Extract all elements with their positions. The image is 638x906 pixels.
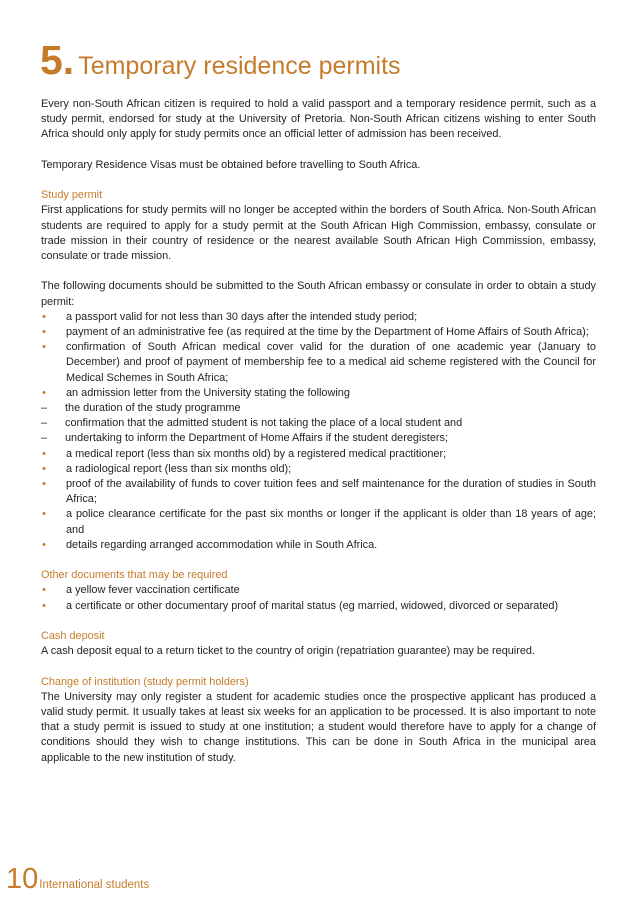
admission-letter-sublist (41, 401, 596, 447)
section-number: 5. (40, 37, 75, 83)
list-item: • a certificate or other documentary proof of marital status (eg married, widowed, divorced or separated) (41, 599, 596, 614)
section-title: Temporary residence permits (78, 52, 401, 80)
page-number: 10 (6, 863, 39, 895)
list-item: • a medical report (less than six months old) by a registered medical practitioner; (41, 447, 596, 462)
study-permit-text: First applications for study permits will no longer be accepted within the borders of South Africa. Non-South African students are required to apply for a study permit at the South African High Commission, embassy, consulate or trade mission in their country of residence or the nearest available South African High Commission, embassy, consulate or trade mission. (41, 204, 596, 262)
sub-list-item: – undertaking to inform the Department of Home Affairs if the student deregisters; (41, 431, 596, 446)
documents-list-continued (41, 447, 596, 553)
page-heading (40, 37, 401, 83)
footer-label: International students (39, 879, 150, 891)
documents-list (41, 310, 596, 401)
page-content (41, 97, 596, 766)
list-item-text: an admission letter from the University stating the following (66, 386, 350, 399)
other-documents-heading: Other documents that may be required (41, 569, 228, 582)
list-item: • a yellow fever vaccination certificate (41, 583, 596, 598)
intro-paragraph: Every non-South African citizen is required to hold a valid passport and a temporary residence permit, such as a study permit, endorsed for study at the University of Pretoria. Non-South African citizens wishing to enter South Africa should only apply for study permits once an official letter of admission has been received. (41, 98, 596, 141)
list-item: • confirmation of South African medical cover valid for the duration of one academic year (January to December) and proof of payment of membership fee to a medical aid scheme registered with the Council for Medical Schemes in South Africa; (41, 340, 596, 386)
list-item: • a passport valid for not less than 30 days after the intended study period; (41, 310, 596, 325)
visa-note: Temporary Residence Visas must be obtained before travelling to South Africa. (41, 158, 421, 171)
sub-list-item: – confirmation that the admitted student is not taking the place of a local student and (41, 416, 596, 431)
other-documents-list (41, 583, 596, 613)
list-item: • details regarding arranged accommodation while in South Africa. (41, 538, 596, 553)
documents-intro: The following documents should be submitted to the South African embassy or consulate in order to obtain a study permit: (41, 280, 596, 308)
list-item: • a radiological report (less than six months old); (41, 462, 596, 477)
list-item (41, 386, 596, 401)
sub-list-item: – the duration of the study programme (41, 401, 596, 416)
study-permit-heading: Study permit (41, 189, 103, 202)
cash-deposit-heading: Cash deposit (41, 630, 105, 643)
change-institution-heading: Change of institution (study permit holders) (41, 675, 249, 688)
list-item: • proof of the availability of funds to cover tuition fees and self maintenance for the duration of studies in South Africa; (41, 477, 596, 507)
list-item: • payment of an administrative fee (as required at the time by the Department of Home Affairs of South Africa); (41, 325, 596, 340)
cash-deposit-text: A cash deposit equal to a return ticket to the country of origin (repatriation guarantee) may be required. (41, 645, 535, 658)
list-item: • a police clearance certificate for the past six months or longer if the applicant is older than 18 years of age; and (41, 507, 596, 537)
page-footer (6, 865, 149, 894)
change-institution-text: The University may only register a student for academic studies once the prospective applicant has produced a valid study permit. It usually takes at least six weeks for an application to be processed. It is also important to note that a study permit is issued to study at one institution; a student would therefore have to apply for a change of conditions should they wish to change institutions. This can be done in South Africa in the municipal area applicable to the new institution of study. (41, 690, 596, 764)
